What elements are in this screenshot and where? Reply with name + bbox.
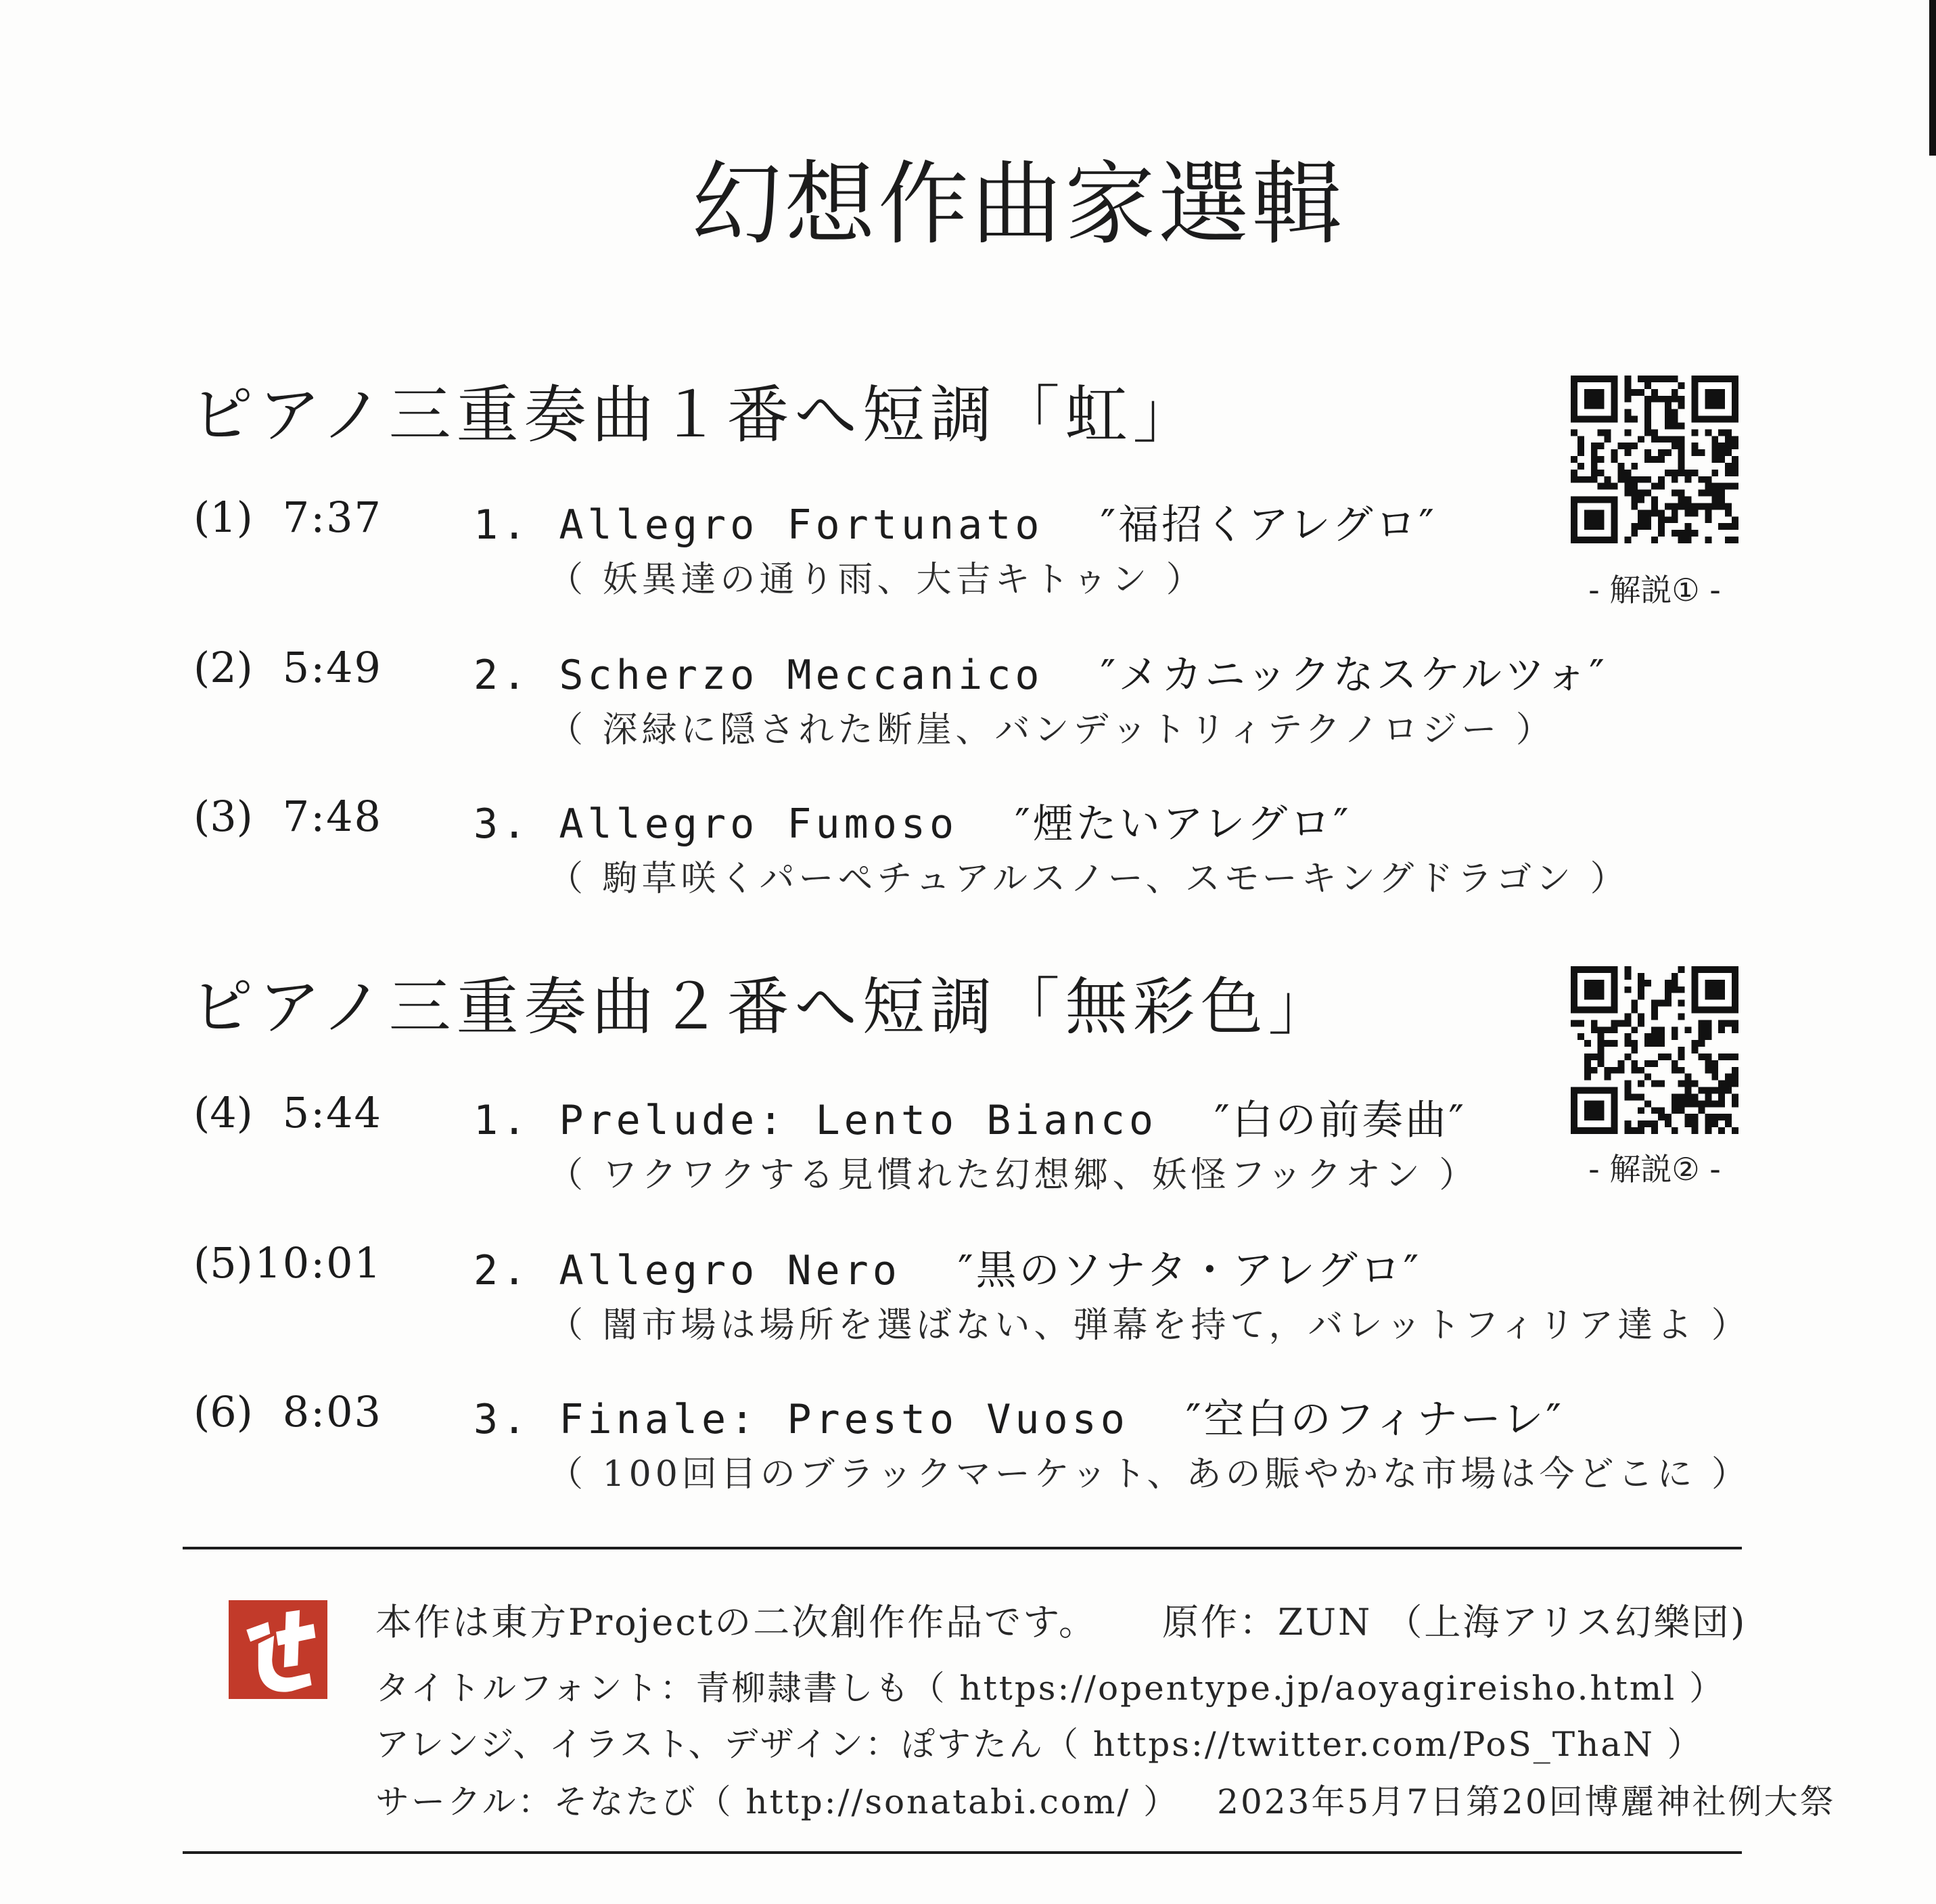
event-info: 2023年5月7日第20回博麗神社例大祭 — [1217, 1782, 1836, 1821]
japanese-title: ″黒のソナタ・アレグロ″ — [958, 1247, 1422, 1294]
original-songs: （ 妖異達の通り雨、大吉キトゥン ） — [548, 560, 1205, 600]
qr-label-1: - 解説① - — [1588, 572, 1721, 608]
original-songs: （ 深緑に隠された断崖、バンデットリィテクノロジー ） — [548, 710, 1555, 750]
qr-label-2: - 解説② - — [1588, 1151, 1721, 1187]
track-number: (4) — [193, 1088, 253, 1137]
original-songs: （ 駒草咲くパーペチュアルスノー、スモーキングドラゴン ） — [548, 859, 1630, 899]
japanese-title: ″白の前奏曲″ — [1214, 1097, 1467, 1144]
track-title — [474, 493, 1437, 551]
track-number: (2) — [193, 643, 253, 692]
japanese-title: ″福招くアレグロ″ — [1100, 501, 1437, 549]
track-duration: 7:37 — [282, 493, 382, 542]
track-duration: 10:01 — [254, 1238, 382, 1288]
original-songs: （ 100回目のブラックマーケット、あの賑やかな市場は今どこに ） — [548, 1454, 1751, 1495]
title-font-credit: タイトルフォント：青柳隷書しも（ https://opentype.jp/aoyagireisho.html ） — [375, 1669, 1726, 1708]
movement-name: 3. Allegro Fumoso — [474, 800, 959, 848]
sonatabi-logo-icon — [229, 1600, 327, 1699]
track-title — [474, 1238, 1421, 1296]
original-work: 原作：ZUN （上海アリス幻樂団) — [1161, 1601, 1747, 1644]
original-songs: （ 闇市場は場所を選ばない、弾幕を持て，バレットフィリア達よ ） — [548, 1305, 1751, 1346]
track-row — [0, 1387, 1936, 1516]
track-duration: 5:49 — [282, 643, 382, 692]
track-row — [0, 1238, 1936, 1367]
japanese-title: ″メカニックなスケルツォ″ — [1100, 652, 1607, 699]
track-number: (1) — [193, 493, 253, 542]
album-title: 幻想作曲家選輯 — [691, 152, 1345, 257]
track-row — [0, 643, 1936, 771]
credit-line-4 — [375, 1775, 1836, 1823]
credit-line-1 — [375, 1593, 1747, 1646]
movement-name: 2. Scherzo Meccanico — [474, 652, 1044, 699]
movement-name: 2. Allegro Nero — [474, 1247, 901, 1294]
track-number: (3) — [193, 792, 253, 841]
circle-credit: サークル：そなたび（ http://sonatabi.com/ ） — [375, 1782, 1180, 1821]
movement-name: 1. Allegro Fortunato — [474, 501, 1044, 549]
track-number: (5) — [193, 1238, 253, 1288]
movement-name: 3. Finale: Presto Vuoso — [474, 1396, 1129, 1443]
track-title — [474, 643, 1607, 701]
track-title — [474, 1088, 1467, 1146]
logo-glyph — [229, 1600, 327, 1699]
movement-name: 1. Prelude: Lento Bianco — [474, 1097, 1157, 1144]
track-title — [474, 792, 1352, 850]
divider-bottom — [183, 1851, 1742, 1854]
arrange-credit: アレンジ、イラスト、デザイン：ぽすたん（ https://twitter.com/PoS_ThaN ） — [375, 1725, 1703, 1764]
japanese-title: ″空白のフィナーレ″ — [1186, 1396, 1564, 1443]
original-songs: （ ワクワクする見慣れた幻想郷、妖怪フックオン ） — [548, 1155, 1479, 1196]
track-duration: 7:48 — [282, 792, 382, 841]
track-duration: 5:44 — [282, 1088, 382, 1137]
disclaimer: 本作は東方Projectの二次創作作品です。 — [375, 1601, 1097, 1644]
track-duration: 8:03 — [282, 1387, 382, 1436]
track-row — [0, 493, 1936, 621]
track-row — [0, 1088, 1936, 1217]
track-row — [0, 792, 1936, 920]
trio1-title: ピアノ三重奏曲１番へ短調「虹」 — [191, 379, 1201, 451]
trio2-title: ピアノ三重奏曲２番へ短調「無彩色」 — [191, 971, 1336, 1043]
track-title — [474, 1387, 1564, 1445]
track-number: (6) — [193, 1387, 253, 1436]
divider-top — [183, 1547, 1742, 1549]
japanese-title: ″煙たいアレグロ″ — [1015, 800, 1352, 848]
